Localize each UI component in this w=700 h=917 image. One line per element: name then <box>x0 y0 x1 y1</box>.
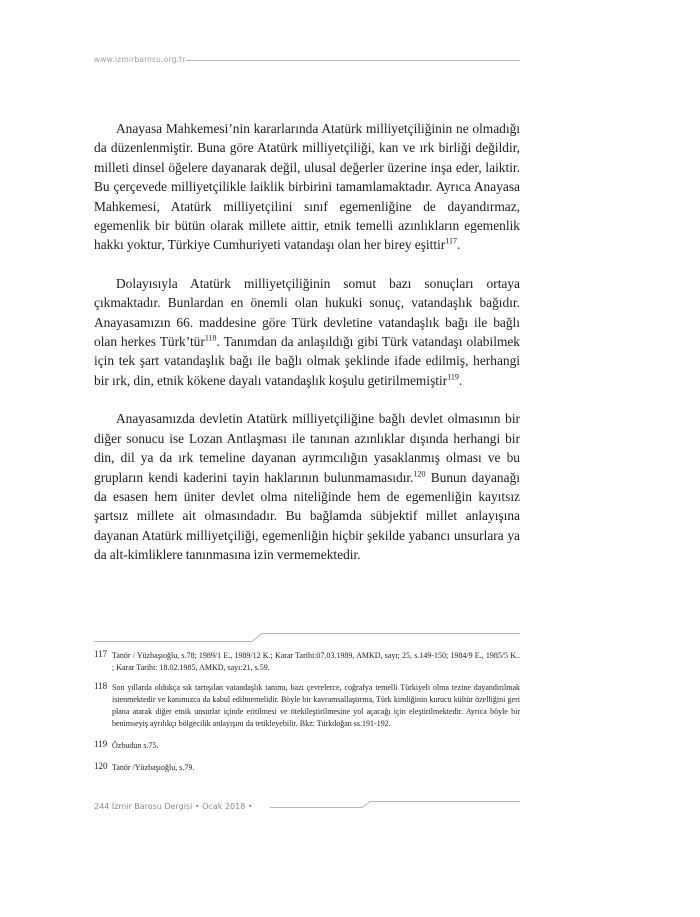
main-body <box>94 119 520 565</box>
footnote-number: 119 <box>94 739 108 749</box>
footnotes <box>94 650 520 774</box>
paragraph-2 <box>94 274 520 390</box>
page-header <box>94 55 520 69</box>
text-segment: Dolayısıyla Atatürk milliyetçiliğinin somut bazı sonuçları ortaya çıkmaktadır. Bunlardan en önemli olan hukuki sonuç, vatandaşlık bağıdır. Anayasamızın 66. maddesine göre Türk devletine vatandaşlık bağı ile bağlı olan herkes Türk’tür <box>94 275 520 350</box>
text-segment: Anayasa Mahkemesi’nin kararlarında Atatürk milliyetçiliğinin ne olmadığı da düzenlenmiştir. Buna göre Atatürk milliyetçiliği, kan ve ırk birliği değildir, milleti dinsel öğelere dayanarak değil, ulusal değerler üzerine inşa eder, laiktir. Bu çerçevede milliyetçilikle laiklik birbirini tamamlamaktadır. Ayrıca Anayasa Mahkemesi, Atatürk milliyetçilini sınıf egemenliğine de dayandırmaz, egemenlik bir bütün olarak millete aittir, etnik temelli azınlıkların egemenlik hakkı yoktur, Türkiye Cumhuriyeti vatandaşı olan her birey eşittir <box>94 121 520 253</box>
paragraph-3 <box>94 409 520 564</box>
footnote-text: Tanör /Yüzbaşıoğlu, s.79. <box>112 763 195 772</box>
text-segment: Anayasamızda devletin Atatürk milliyetçiliğine bağlı devlet olmasının bir diğer sonucu ise Lozan Antlaşması ile tanınan azınlıklar dışında herhangi bir din, dil ya da ırk temeline dayanan ayrımcılığın yasaklanmış olması ve bu grupların kendi kaderini tayin haklarının bulunmamasıdır. <box>94 411 520 485</box>
text-segment: . <box>456 237 461 253</box>
footnote-118 <box>94 682 520 730</box>
footnote-number: 120 <box>94 761 108 771</box>
text-segment: . Tanımdan da anlaşıldığı gibi Türk vatandaşı olabilmek için tek şart vatandaşlık bağı ile bağlı olmak şeklinde ifade edilmiş, herhangi bir ırk, din, etnik kökene dayalı vatandaşlık koşulu getirilmemiştir <box>94 334 520 388</box>
header-site-url: www.izmirbarosu.org.tr <box>94 55 186 64</box>
footnote-text: Özbudun s.75. <box>112 741 159 750</box>
footnote-ref-118[interactable]: 118 <box>204 333 217 343</box>
header-rule <box>186 60 520 61</box>
text-segment: . <box>458 372 463 388</box>
text-segment: Bunun dayanağı da esasen hem üniter devlet olma niteliğinde hem de egemenliğin kayıtsız şartsız millete ait olmasındadır. Bu bağlamda sübjektif millet anlayışına dayanan Atatürk milliyetçiliği, egemenliğin hiçbir şekilde yabancı unsurlara ya da alt-kimliklere tanınmasına izin vermemektedir. <box>94 469 520 563</box>
footnote-119 <box>94 740 520 752</box>
footnote-separator <box>94 632 520 642</box>
paragraph-1 <box>94 119 520 255</box>
footnote-ref-119[interactable]: 119 <box>447 372 459 382</box>
footnote-ref-117[interactable]: 117 <box>445 236 457 246</box>
footnote-text: Tanör / Yüzbaşıoğlu, s.78; 1989/1 E., 1989/12 K.; Karar Tarihi:07.03.1989, AMKD, sayı; 25, s.149-150; 1984/9 E., 1985/5 K.. ; Karar Tarihi: 18.02.1985, AMKD, sayı:21, s.59. <box>112 651 520 672</box>
footnote-text: Son yıllarda oldukça sık tartışılan vatandaşlık tanımı, bazı çevrelerce, coğrafya temelli Türkiyeli olma tezine dayandırılmak istenmektedir ve kanımızca da kabul edilmemelidir. Böyle bir kavramsallaştırma, Türk kimliğinin kurucu kültür özelliğini geri plana atarak diğer etnik unsurlar içinde eritilmesi ve ötekileştirilmesine yol açacağı için eleştirilmektedir. Ayrıca böyle bir benimseyiş ayrılıkçı bölgecilik anlayışını da tetikleyebilir. Bkz: Türkdoğan ss.191-192. <box>112 683 520 728</box>
footnote-ref-120[interactable]: 120 <box>413 469 426 479</box>
footnote-120 <box>94 762 520 774</box>
footer-rule <box>270 800 520 810</box>
page-footer <box>94 800 520 814</box>
footer-label: 244 İzmir Barosu Dergisi • Ocak 2018 • <box>94 802 253 811</box>
footnote-number: 117 <box>94 649 108 659</box>
footnote-117 <box>94 650 520 674</box>
footnote-number: 118 <box>94 681 108 691</box>
